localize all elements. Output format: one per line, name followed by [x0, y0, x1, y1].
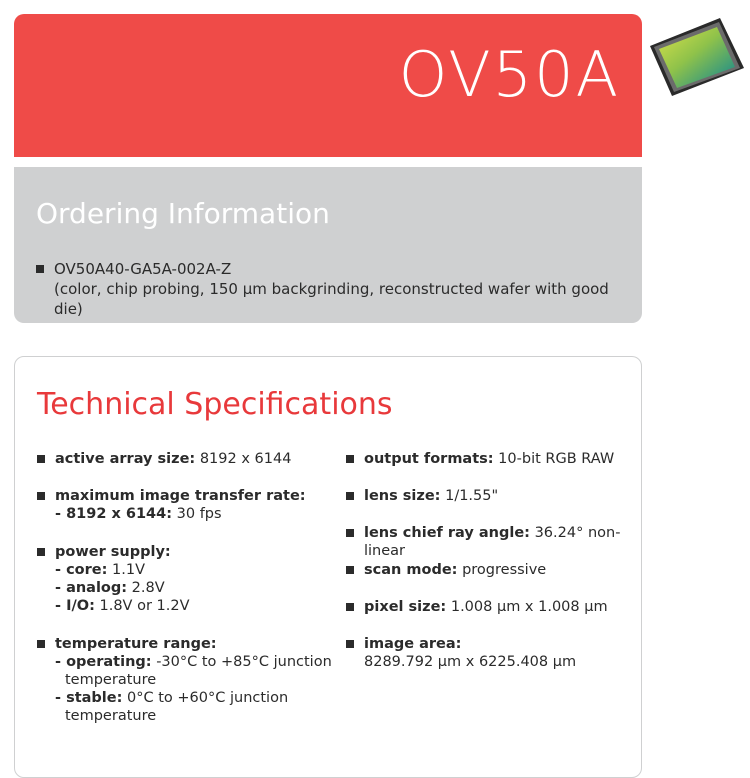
bullet-icon [346, 603, 354, 611]
spec-transfer-rate: maximum image transfer rate: - 8192 x 6144: 30 fps [37, 487, 306, 523]
tech-specs-section [14, 356, 642, 778]
bullet-icon [37, 492, 45, 500]
ordering-item [36, 259, 642, 319]
part-description: (color, chip probing, 150 µm backgrinding, reconstructed wafer with good die) [54, 280, 609, 318]
spec-scan-mode: scan mode: progressive [346, 561, 546, 579]
bullet-icon [37, 640, 45, 648]
spec-active-array: active array size: 8192 x 6144 [37, 450, 291, 468]
bullet-icon [346, 566, 354, 574]
part-number: OV50A40-GA5A-002A-Z [54, 260, 232, 278]
spec-temperature: temperature range: - operating: -30°C to +85°C junction temperature - stable: 0°C to +60°C junction temperature [37, 635, 332, 725]
spec-pixel-size: pixel size: 1.008 µm x 1.008 µm [346, 598, 608, 616]
spec-lens-size: lens size: 1/1.55" [346, 487, 498, 505]
bullet-icon [36, 265, 44, 273]
bullet-icon [346, 529, 354, 537]
ordering-section [14, 167, 642, 323]
tech-specs-title: Technical Specifications [37, 387, 393, 422]
bullet-icon [37, 455, 45, 463]
spec-output-formats: output formats: 10-bit RGB RAW [346, 450, 614, 468]
spec-chief-ray-angle: lens chief ray angle: 36.24° non-linear [346, 524, 641, 560]
bullet-icon [37, 548, 45, 556]
ordering-title: Ordering Information [36, 197, 330, 230]
sensor-chip-icon [650, 18, 744, 96]
spec-power-supply: power supply: - core: 1.1V - analog: 2.8V - I/O: 1.8V or 1.2V [37, 543, 190, 615]
header-banner [14, 14, 642, 157]
bullet-icon [346, 492, 354, 500]
bullet-icon [346, 640, 354, 648]
bullet-icon [346, 455, 354, 463]
spec-image-area: image area: 8289.792 µm x 6225.408 µm [346, 635, 576, 671]
product-title: OV50A [398, 38, 620, 111]
